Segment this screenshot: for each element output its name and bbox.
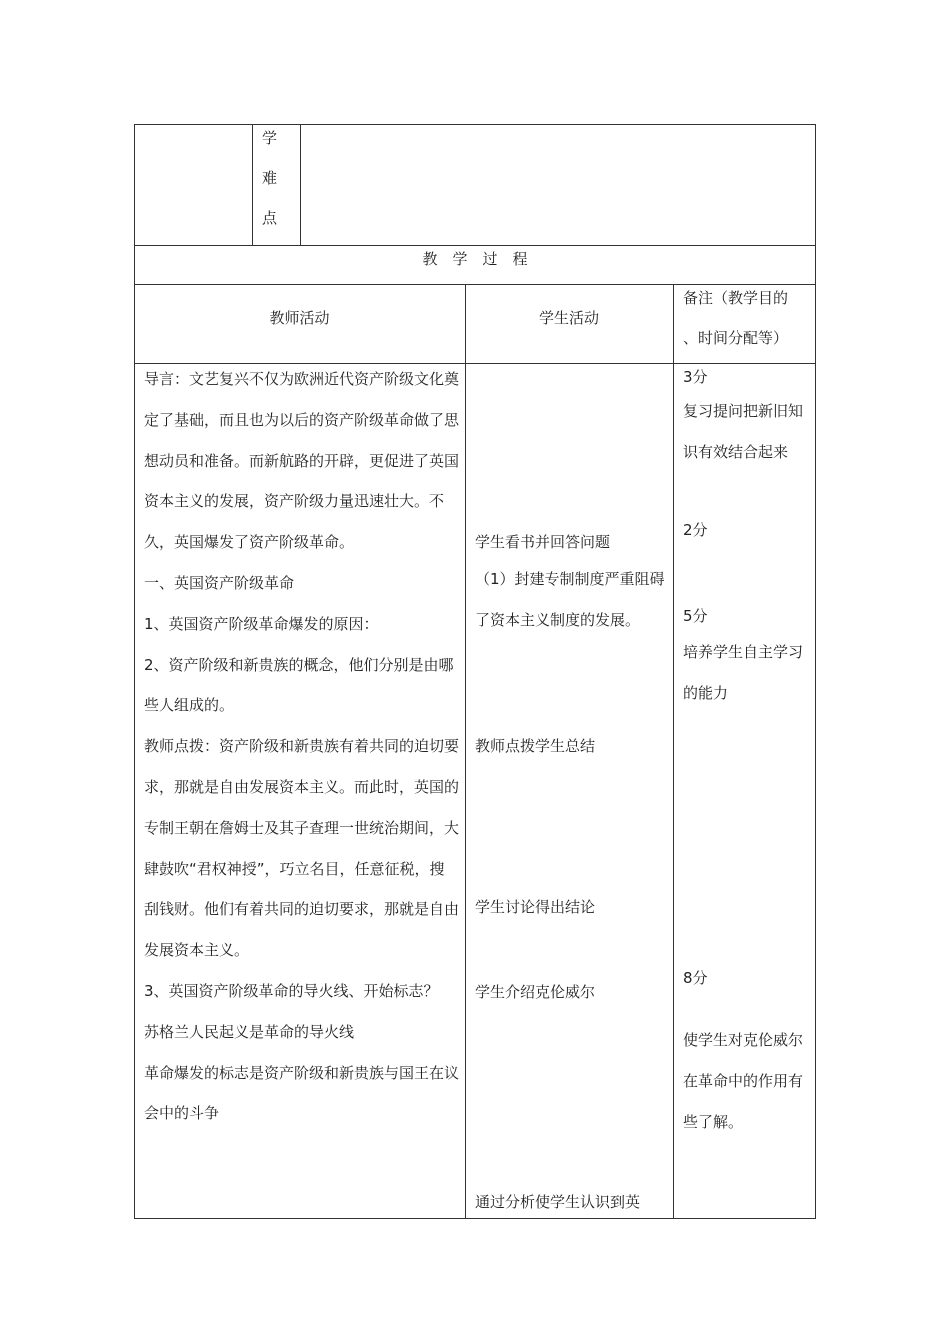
header-teacher-activity: 教师活动 xyxy=(269,309,330,327)
teacher-paragraph: 导言：文艺复兴不仅为欧洲近代资产阶级文化奠定了基础，而且也为以后的资产阶级革命做了思想动员和准备。而新航路的开辟，更促进了英国资本主义的发展，资产阶级力量迅速壮大。不久，英国爆发了资产阶级革命。 xyxy=(144,370,460,552)
student-item: 学生讨论得出结论 xyxy=(475,898,596,916)
teacher-paragraph: 3、英国资产阶级革命的导火线、开始标志？ xyxy=(144,981,439,1000)
column-divider-teacher-student xyxy=(465,284,466,1219)
note-item: 培养学生自主学习的能力 xyxy=(683,643,804,702)
student-item: 学生看书并回答问题 xyxy=(475,533,611,551)
student-item: 通过分析使学生认识到英 xyxy=(475,1193,641,1211)
label-char: 学 xyxy=(262,129,278,147)
student-item: （1）封建专制制度严重阻碍了资本主义制度的发展。 xyxy=(475,570,665,629)
note-item: 2分 xyxy=(683,521,708,539)
teacher-paragraph: 2、资产阶级和新贵族的概念，他们分别是由哪些人组成的。 xyxy=(144,655,454,715)
header-notes-line1: 备注（教学目的 xyxy=(683,289,789,307)
note-item: 5分 xyxy=(683,607,708,625)
top-row-divider-a xyxy=(252,124,253,245)
teacher-paragraph: 苏格兰人民起义是革命的导火线 xyxy=(144,1022,355,1041)
student-item: 学生介绍克伦威尔 xyxy=(475,983,596,1001)
teacher-paragraph: 一、英国资产阶级革命 xyxy=(144,573,295,592)
table-border-left xyxy=(134,124,135,1219)
note-item: 复习提问把新旧知识有效结合起来 xyxy=(683,402,804,461)
teacher-activity-content xyxy=(144,359,459,1134)
header-notes-line2: 、时间分配等） xyxy=(683,329,789,347)
top-row-divider-b xyxy=(300,124,301,245)
teacher-paragraph: 教师点拨：资产阶级和新贵族有着共同的迫切要求，那就是自由发展资本主义。而此时，英国的专制王朝在詹姆士及其子查理一世统治期间，大肆鼓吹“君权神授”，巧立名目，任意征税，搜刮钱财。他们有着共同的迫切要求，那就是自由发展资本主义。 xyxy=(144,737,460,960)
teacher-paragraph: 革命爆发的标志是资产阶级和新贵族与国王在议会中的斗争 xyxy=(144,1063,460,1123)
note-item: 3分 xyxy=(683,368,708,386)
table-border-top xyxy=(134,124,816,125)
difficult-points-label xyxy=(262,118,282,238)
column-divider-student-notes xyxy=(673,284,674,1219)
label-char: 点 xyxy=(262,209,278,227)
table-border-right xyxy=(815,124,816,1219)
note-item: 使学生对克伦威尔在革命中的作用有些了解。 xyxy=(683,1031,804,1131)
teacher-paragraph: 1、英国资产阶级革命爆发的原因： xyxy=(144,614,379,633)
header-student-activity: 学生活动 xyxy=(538,309,599,327)
process-title: 教 学 过 程 xyxy=(422,250,528,268)
note-item: 8分 xyxy=(683,969,708,987)
label-char: 难 xyxy=(262,169,278,187)
student-item: 教师点拨学生总结 xyxy=(475,737,596,755)
